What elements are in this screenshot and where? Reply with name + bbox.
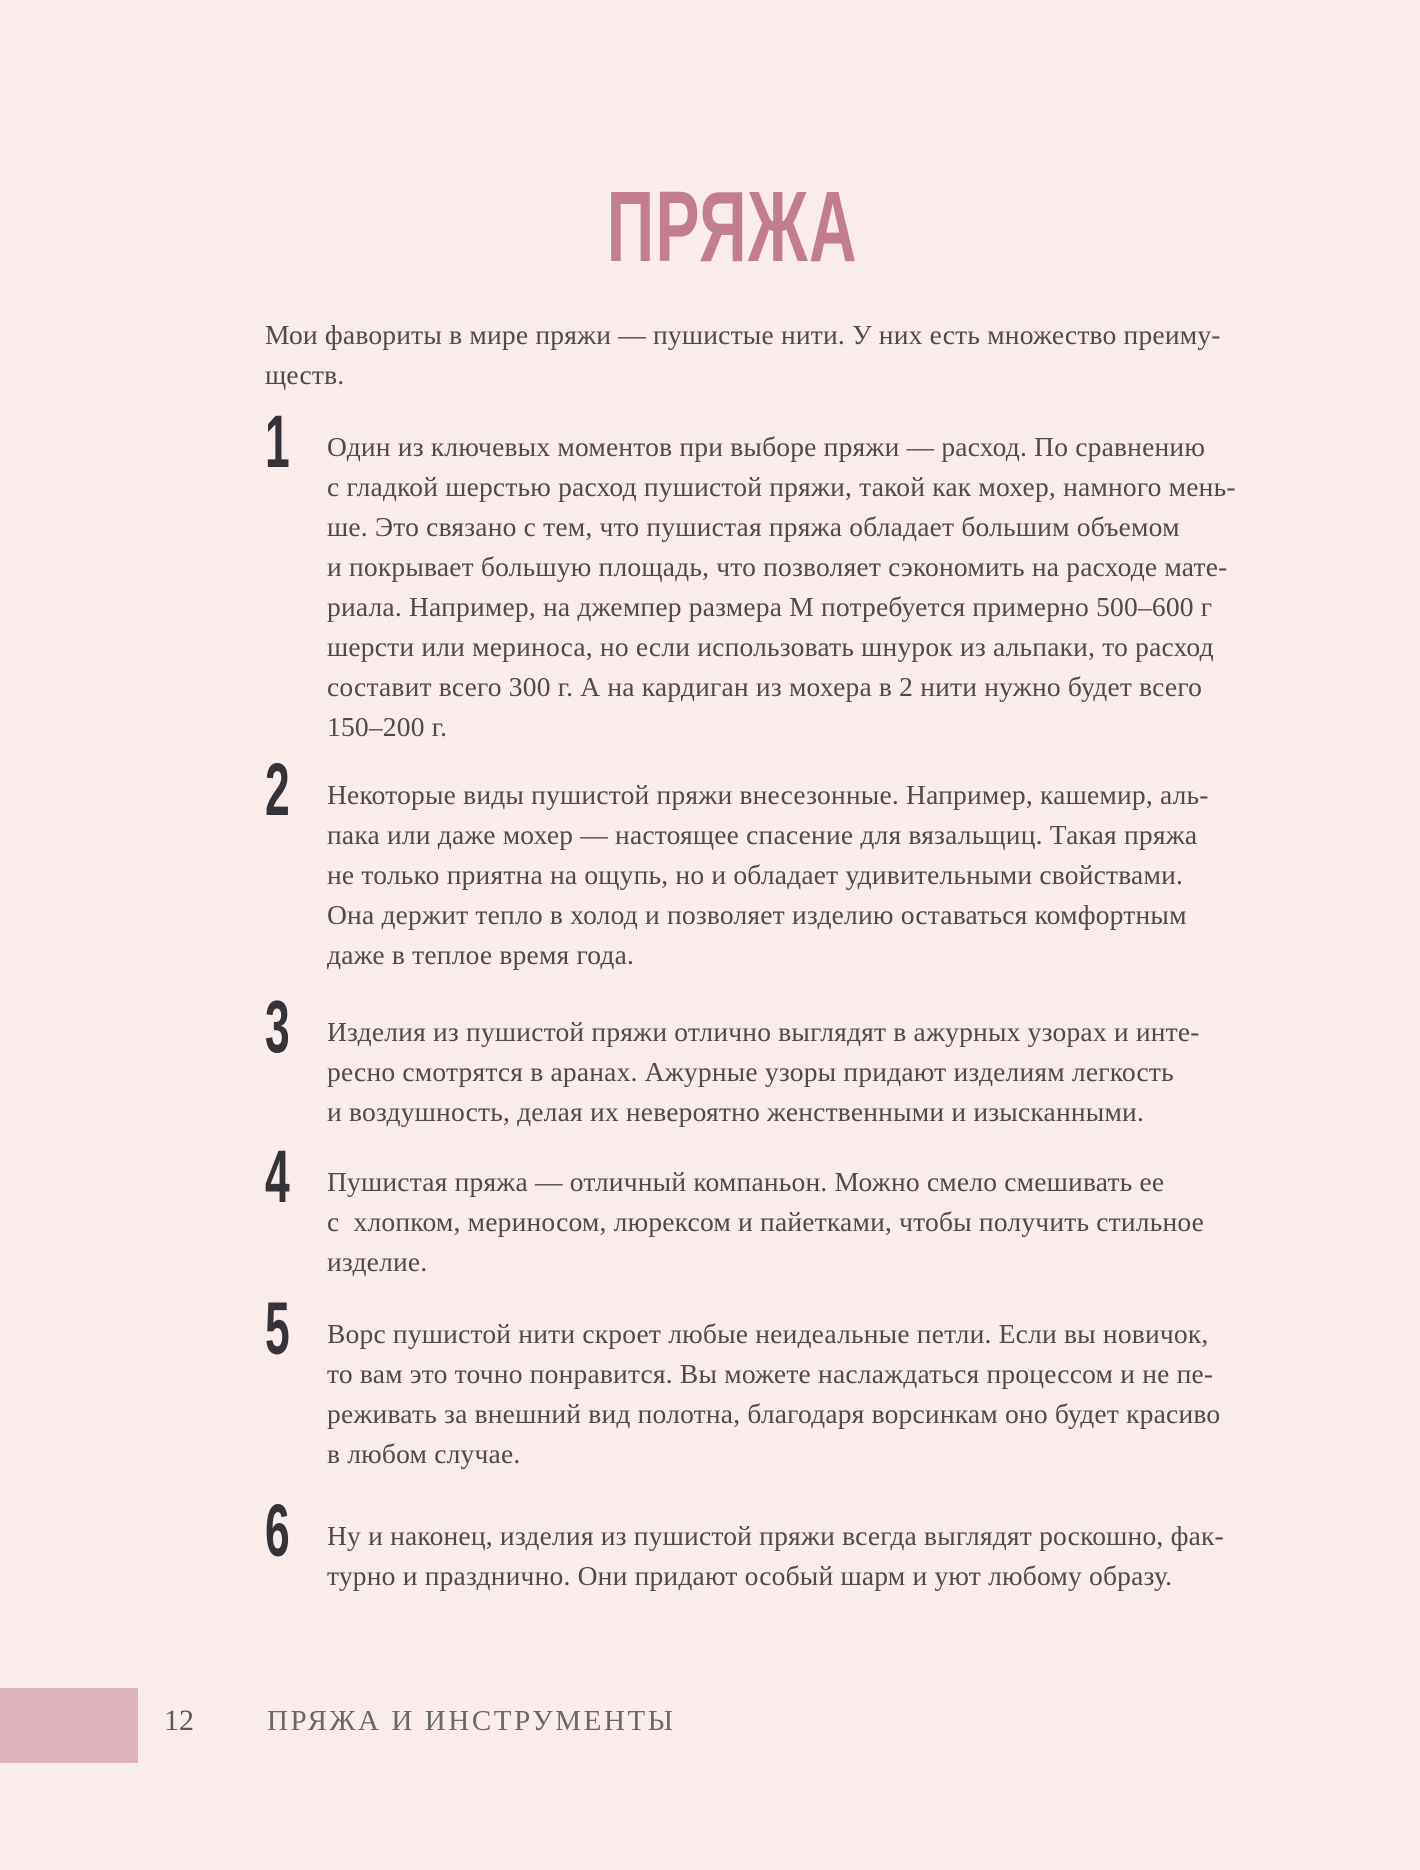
- item-text: [327, 1012, 1207, 1132]
- text-line: ше. Это связано с тем, что пушистая пряжа обладает большим объемом: [327, 511, 1180, 542]
- text-line: пака или даже мохер — настоящее спасение для вязальщиц. Такая пряжа: [327, 819, 1198, 850]
- text-line: то вам это точно понравится. Вы можете наслаждаться процессом и не пе-: [327, 1358, 1214, 1389]
- text-line: Один из ключевых моментов при выборе пряжи — расход. По сравнению: [327, 431, 1206, 462]
- item-text: [327, 1314, 1221, 1474]
- list-item-1: [265, 400, 1236, 747]
- intro-paragraph: [265, 315, 1221, 395]
- text-line: шерсти или мериноса, но если использовать шнурок из альпаки, то расход: [327, 631, 1214, 662]
- text-line: Изделия из пушистой пряжи отлично выглядят в ажурных узорах и инте-: [327, 1016, 1200, 1047]
- page-number: 12: [164, 1704, 194, 1737]
- item-text: [327, 775, 1207, 975]
- text-line: в любом случае.: [327, 1438, 521, 1469]
- list-item-3: [265, 985, 1207, 1132]
- page-title: ПРЯЖА: [606, 171, 859, 283]
- text-line: Ну и наконец, изделия из пушистой пряжи всегда выглядят роскошно, фак-: [327, 1520, 1224, 1551]
- list-item-4: [265, 1135, 1207, 1282]
- item-number: 2: [265, 748, 290, 831]
- item-number: 4: [265, 1135, 290, 1218]
- footer-section-title: ПРЯЖА И ИНСТРУМЕНТЫ: [267, 1705, 676, 1737]
- text-line: Ворс пушистой нити скроет любые неидеальные петли. Если вы новичок,: [327, 1318, 1209, 1349]
- item-text: [327, 1162, 1207, 1282]
- text-line: риала. Например, на джемпер размера М потребуется примерно 500–600 г: [327, 591, 1213, 622]
- text-line: Пушистая пряжа — отличный компаньон. Можно смело смешивать ее: [327, 1166, 1165, 1197]
- text-line: Некоторые виды пушистой пряжи внесезонные. Например, кашемир, аль-: [327, 779, 1209, 810]
- text-line: 150–200 г.: [327, 711, 448, 742]
- text-line: с хлопком, мериносом, люрексом и пайетками, чтобы получить стильное: [327, 1206, 1205, 1237]
- item-number: 6: [265, 1489, 290, 1572]
- text-line: составит всего 300 г. А на кардиган из мохера в 2 нити нужно будет всего: [327, 671, 1203, 702]
- text-line: не только приятна на ощупь, но и обладает удивительными свойствами.: [327, 859, 1184, 890]
- footer-accent-block: [0, 1688, 138, 1763]
- text-line: реживать за внешний вид полотна, благодаря ворсинкам оно будет красиво: [327, 1398, 1221, 1429]
- item-number: 3: [265, 985, 290, 1068]
- page-title-wrap: [265, 171, 1200, 283]
- text-line: даже в теплое время года.: [327, 939, 635, 970]
- item-number: 5: [265, 1287, 290, 1370]
- item-number: 1: [265, 400, 290, 483]
- text-line: и покрывает большую площадь, что позволяет сэкономить на расходе мате-: [327, 551, 1228, 582]
- text-line: Мои фавориты в мире пряжи — пушистые нити. У них есть множество преиму-: [265, 319, 1221, 350]
- item-text: [327, 427, 1236, 747]
- text-line: с гладкой шерстью расход пушистой пряжи, такой как мохер, намного мень-: [327, 471, 1236, 502]
- text-line: турно и празднично. Они придают особый шарм и уют любому образу.: [327, 1560, 1173, 1591]
- list-item-5: [265, 1287, 1221, 1474]
- text-line: изделие.: [327, 1246, 428, 1277]
- list-item-6: [265, 1489, 1224, 1596]
- text-line: ществ.: [265, 359, 345, 390]
- item-text: [327, 1516, 1224, 1596]
- list-item-2: [265, 748, 1209, 975]
- text-line: и воздушность, делая их невероятно женственными и изысканными.: [327, 1096, 1145, 1127]
- text-line: ресно смотрятся в аранах. Ажурные узоры придают изделиям легкость: [327, 1056, 1174, 1087]
- text-line: Она держит тепло в холод и позволяет изделию оставаться комфортным: [327, 899, 1187, 930]
